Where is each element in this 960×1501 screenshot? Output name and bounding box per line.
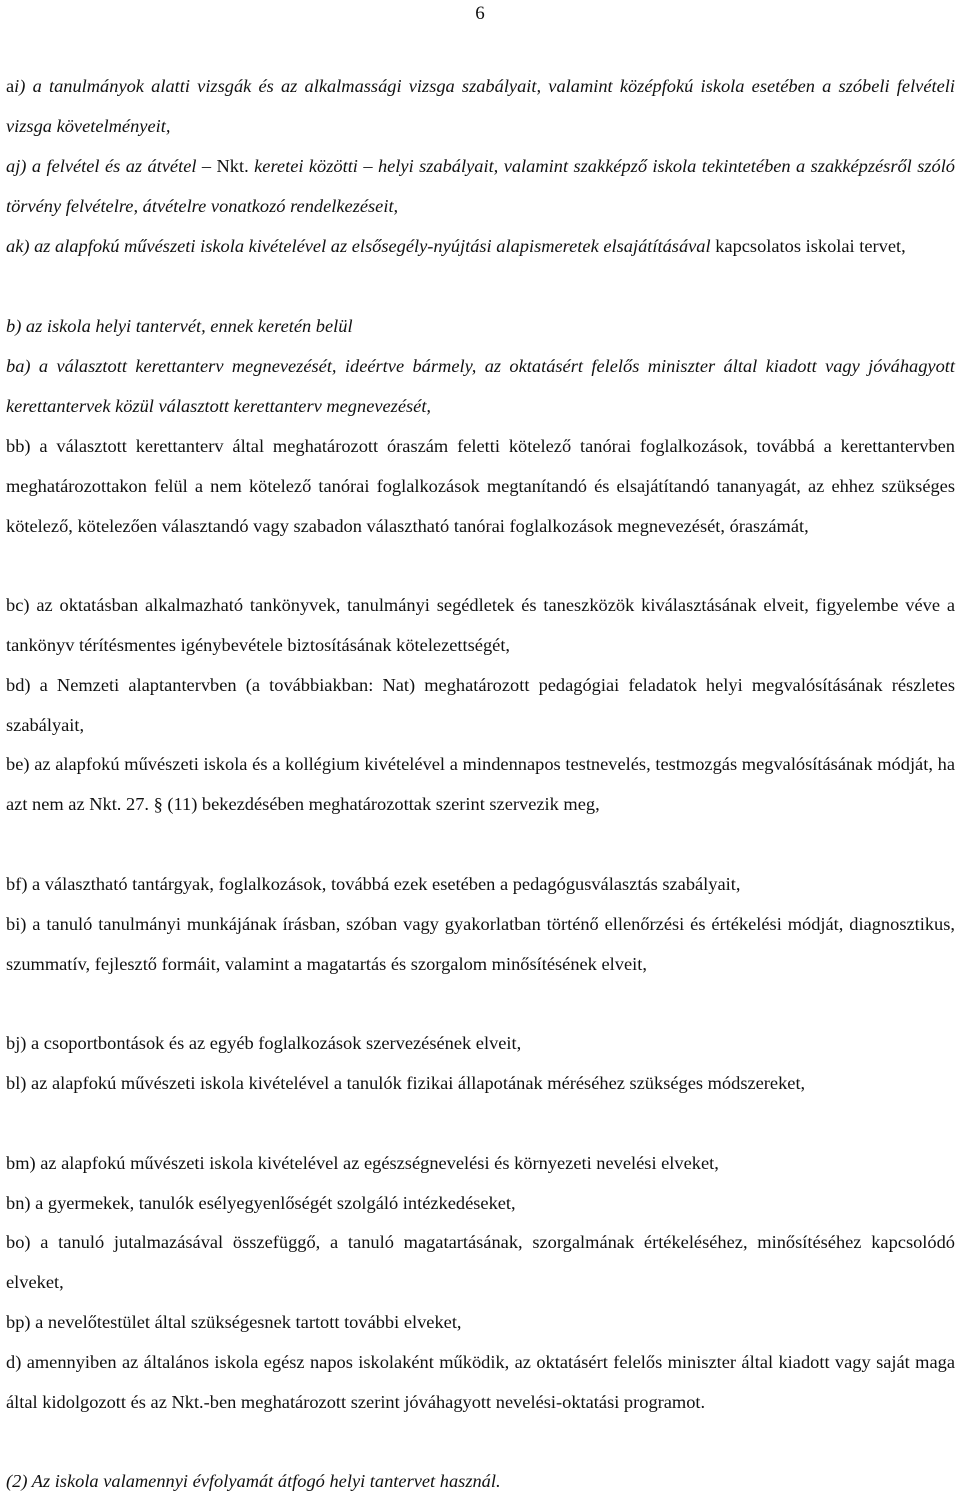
paragraph-ai-part-2: i) a tanulmányok alatti vizsgák és az alkalmassági vizsga szabályait, valamint középfokú iskola esetében a szóbeli felvételi vizsga követelményeit, bbox=[6, 76, 955, 136]
paragraph-be-text: be) az alapfokú művészeti iskola és a kollégium kivételével a mindennapos testnevelés, testmozgás megvalósításának módját, ha azt nem az Nkt. 27. § (11) bekezdésében meghatározottak szerint szervezik meg, bbox=[6, 754, 955, 814]
paragraph-ba bbox=[6, 346, 955, 426]
paragraph-bi bbox=[6, 904, 955, 984]
paragraph-aj-part-3: keretei közötti – helyi szabályait, valamint szakképző iskola tekintetében a szakképzésről szóló törvény felvételre, átvételre vonatkozó rendelkezéseit, bbox=[6, 156, 956, 216]
paragraph-2-text: (2) Az iskola valamennyi évfolyamát átfogó helyi tantervet használ. bbox=[6, 1471, 501, 1491]
paragraph-ak bbox=[6, 226, 955, 266]
paragraph-bm bbox=[6, 1143, 955, 1183]
paragraph-ak-part-1: ak) az alapfokú művészeti iskola kivételével az elsősegély-nyújtási alapismeretek elsajátításával bbox=[6, 236, 716, 256]
paragraph-d bbox=[6, 1342, 955, 1422]
paragraph-ba-part-2: kiadott vagy jóváhagyott kerettantervek közül választott kerettanterv megnevezését, bbox=[6, 356, 955, 416]
paragraph-bb bbox=[6, 426, 955, 546]
paragraph-bf-text: bf) a választható tantárgyak, foglalkozások, továbbá ezek esetében a pedagógusválasztás szabályait, bbox=[6, 874, 741, 894]
paragraph-bf bbox=[6, 864, 955, 904]
paragraph-bp-text: bp) a nevelőtestület által szükségesnek tartott további elveket, bbox=[6, 1312, 462, 1332]
paragraph-be bbox=[6, 744, 955, 824]
page-number: 6 bbox=[475, 3, 485, 24]
paragraph-2 bbox=[6, 1461, 955, 1501]
paragraph-aj-part-1: aj) a felvétel és az átvétel – bbox=[6, 156, 217, 176]
paragraph-bd-text: bd) a Nemzeti alaptantervben (a továbbiakban: Nat) meghatározott pedagógiai feladatok helyi megvalósításának részletes szabályait, bbox=[6, 675, 955, 735]
paragraph-bn bbox=[6, 1183, 955, 1223]
paragraph-b-text: b) az iskola helyi tantervét, ennek keretén belül bbox=[6, 316, 353, 336]
paragraph-bb-text: bb) a választott kerettanterv által meghatározott óraszám feletti kötelező tanórai foglalkozások, továbbá a kerettantervben meghatározottakon felül a nem kötelező tanórai foglalkozások megtanítandó és elsajátítandó tananyagát, az ehhez szükséges kötelező, kötelezően választandó vagy szabadon választható tanórai foglalkozások megnevezését, óraszámát, bbox=[6, 436, 955, 536]
paragraph-ak-part-2: kapcsolatos iskolai tervet, bbox=[715, 236, 906, 256]
paragraph-bc-text: bc) az oktatásban alkalmazható tankönyvek, tanulmányi segédletek és taneszközök kiválasztásának elveit, figyelembe véve a tankönyv térítésmentes igénybevétele biztosításának kötelezettségét, bbox=[6, 595, 955, 655]
paragraph-aj bbox=[6, 146, 955, 226]
paragraph-bd bbox=[6, 665, 955, 745]
paragraph-bm-text: bm) az alapfokú művészeti iskola kivételével az egészségnevelési és környezeti nevelési elveket, bbox=[6, 1153, 719, 1173]
paragraph-bl-text: bl) az alapfokú művészeti iskola kivételével a tanulók fizikai állapotának méréséhez szükséges módszereket, bbox=[6, 1073, 806, 1093]
paragraph-bo-text: bo) a tanuló jutalmazásával összefüggő, a tanuló magatartásának, szorgalmának értékeléséhez, minősítéséhez kapcsolódó elveket, bbox=[6, 1232, 955, 1292]
paragraph-ai-part-1: a bbox=[6, 76, 15, 96]
paragraph-bj bbox=[6, 1023, 955, 1063]
paragraph-bj-text: bj) a csoportbontások és az egyéb foglalkozások szervezésének elveit, bbox=[6, 1033, 522, 1053]
paragraph-ai bbox=[6, 66, 955, 146]
paragraph-bn-text: bn) a gyermekek, tanulók esélyegyenlőségét szolgáló intézkedéseket, bbox=[6, 1193, 516, 1213]
paragraph-bc bbox=[6, 585, 955, 665]
paragraph-ba-part-1: ba) a választott kerettanterv megnevezését, ideértve bármely, az oktatásért felelős miniszter által bbox=[6, 356, 766, 376]
paragraph-bl bbox=[6, 1063, 955, 1103]
paragraph-d-text: d) amennyiben az általános iskola egész napos iskolaként működik, az oktatásért felelős miniszter által kiadott vagy saját maga által kidolgozott és az Nkt.-ben meghatározott szerint jóváhagyott nevelési-oktatási programot. bbox=[6, 1352, 955, 1412]
paragraph-b bbox=[6, 306, 955, 346]
paragraph-bo bbox=[6, 1222, 955, 1302]
paragraph-aj-part-2: Nkt. bbox=[216, 156, 249, 176]
paragraph-bi-text: bi) a tanuló tanulmányi munkájának írásban, szóban vagy gyakorlatban történő ellenőrzési és értékelési módját, diagnosztikus, szummatív, fejlesztő formáit, valamint a magatartás és szorgalom minősítésének elveit, bbox=[6, 914, 955, 974]
paragraph-bp bbox=[6, 1302, 955, 1342]
